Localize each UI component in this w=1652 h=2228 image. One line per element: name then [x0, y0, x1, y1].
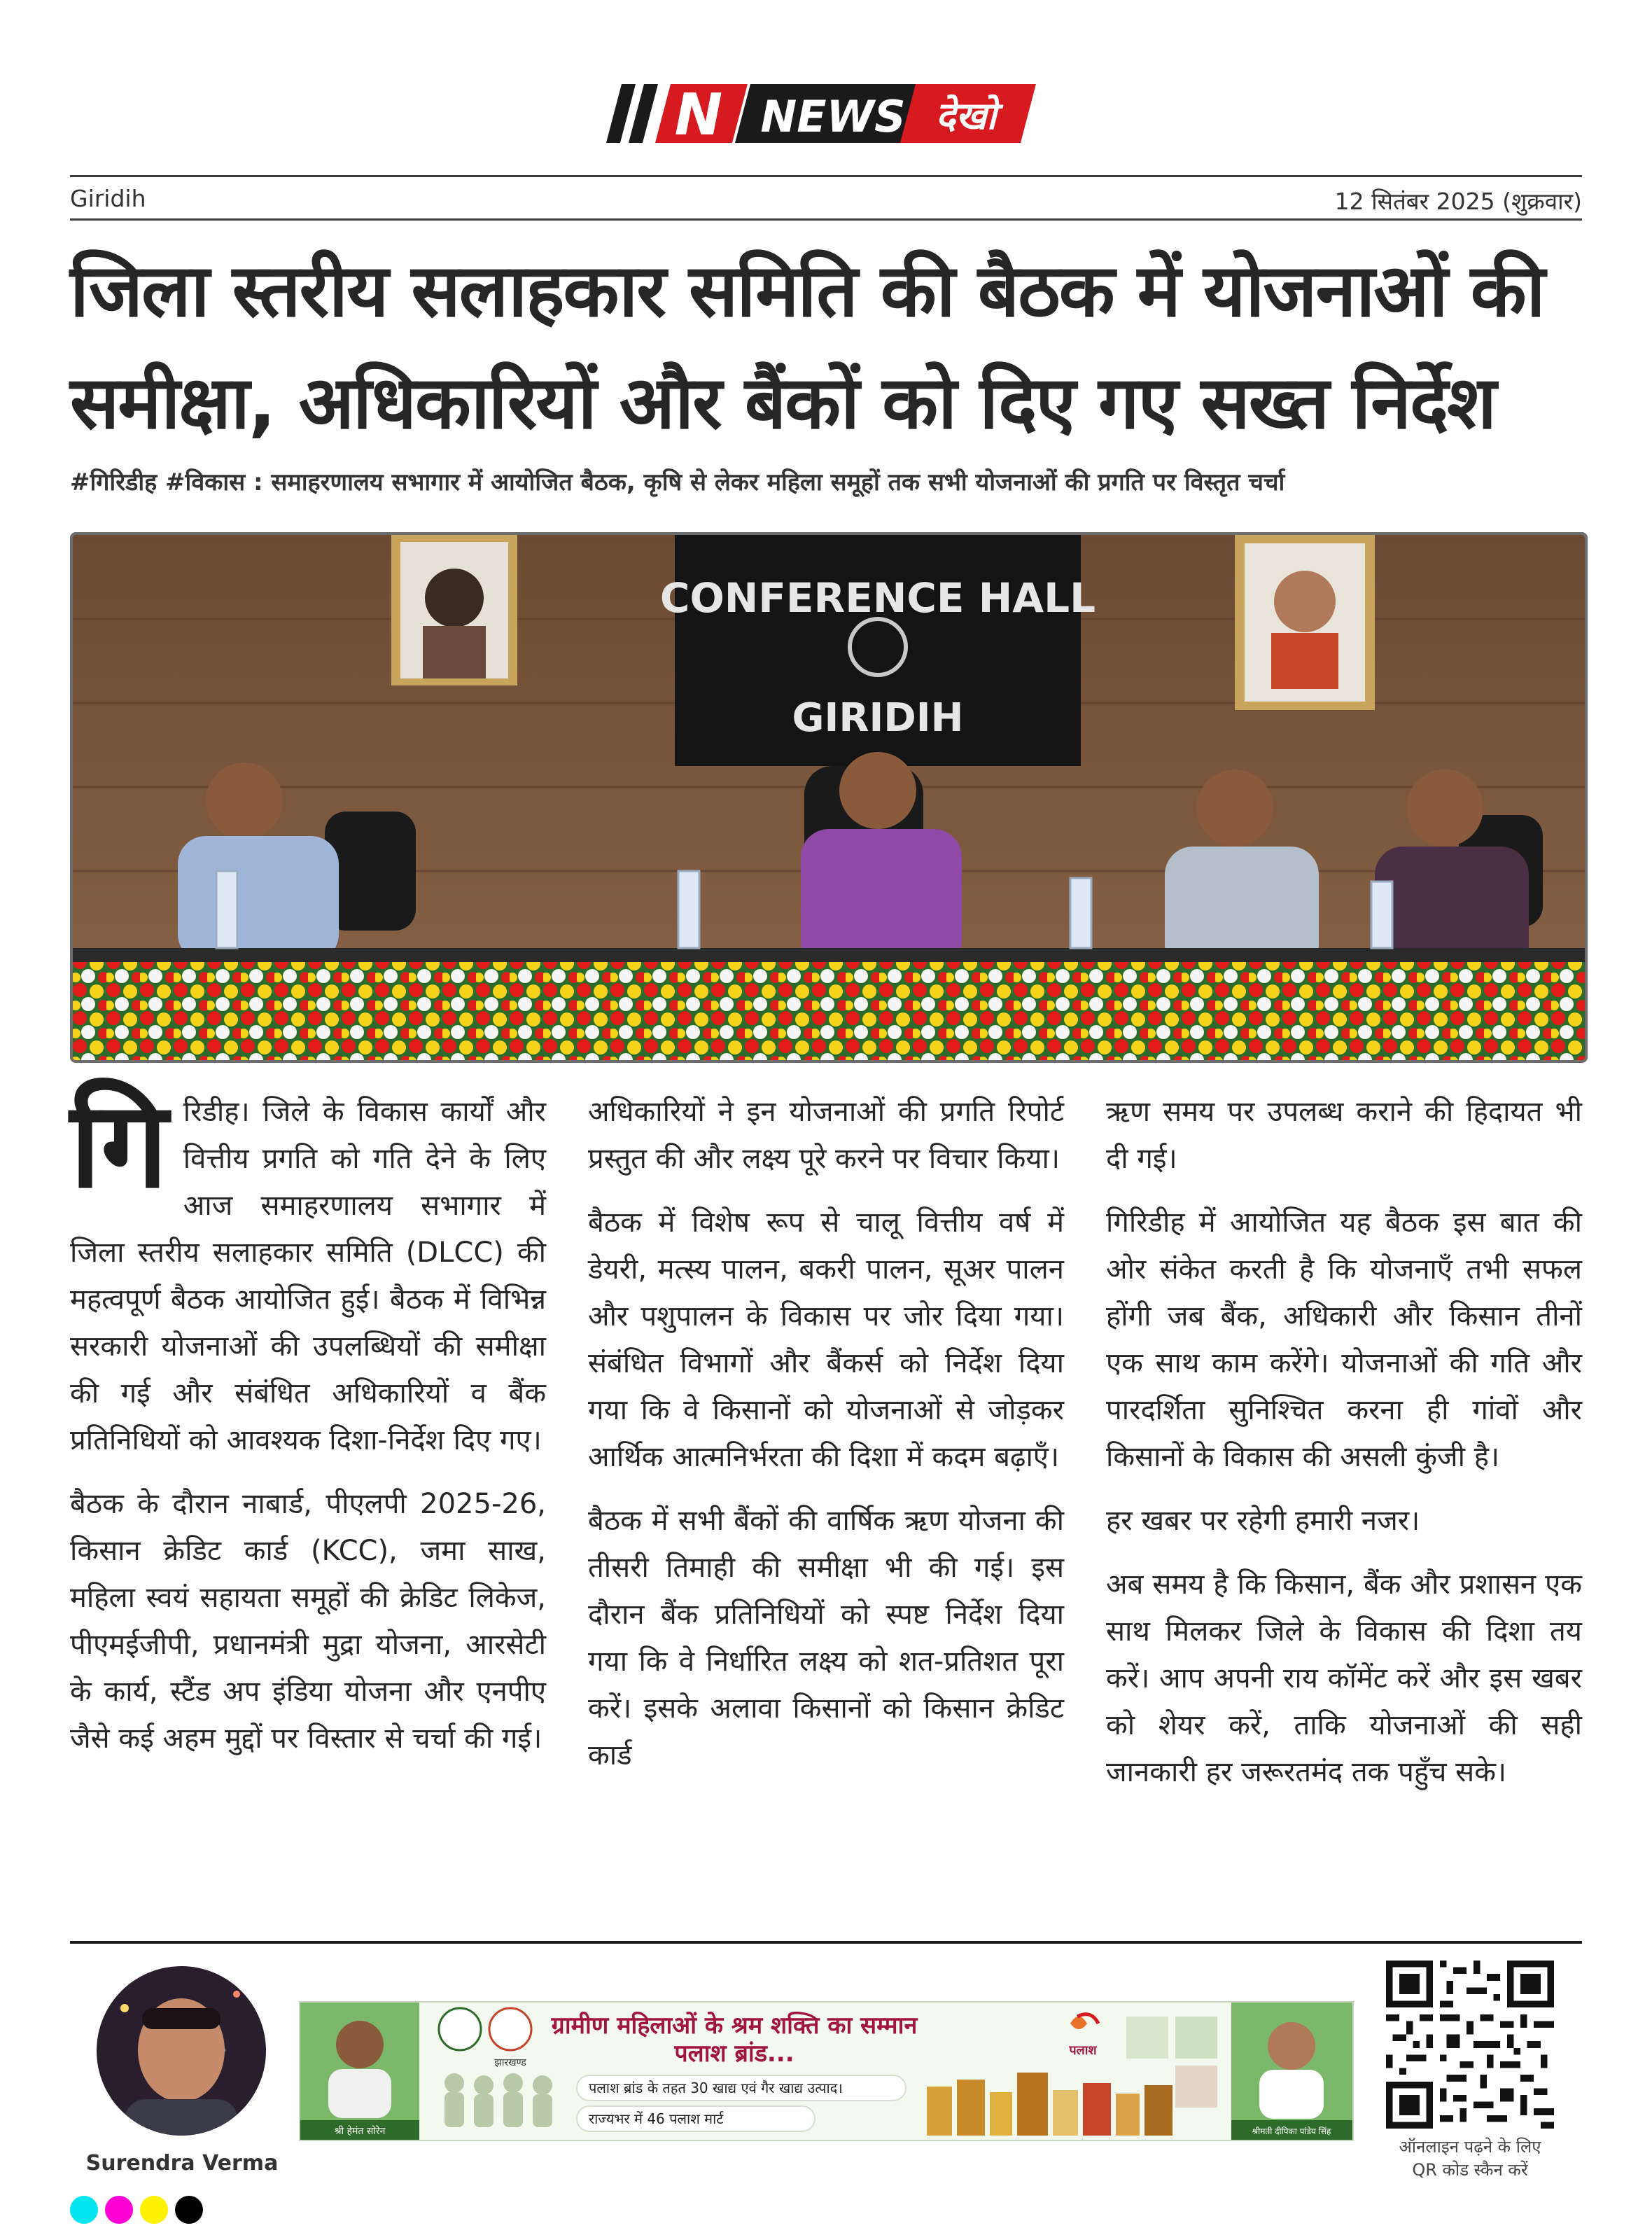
logo-news: NEWS [760, 91, 906, 142]
ad-title-line-1: ग्रामीण महिलाओं के श्रम शक्ति का सम्मान [551, 2012, 918, 2040]
paragraph: रिडीह। जिले के विकास कार्यों और वित्तीय प्रगति को गति देने के लिए आज समाहरणालय सभागार में जिला स्तरीय सलाहकार समिति (DLCC) की महत्वपूर्ण बैठक आयोजित हुई। बैठक में विभिन्न सरकारी योजनाओं की उपलब्धियों की समीक्षा की गई और संबंधित अधिकारियों व बैंक प्रतिनिधियों को आवश्यक दिशा-निर्देश दिए गए। [70, 1096, 546, 1456]
article-photo [70, 532, 1588, 1063]
flower-garland [73, 962, 1585, 1060]
portrait-right [1235, 535, 1375, 710]
paragraph: बैठक में विशेष रूप से चालू वित्तीय वर्ष में डेयरी, मत्स्य पालन, बकरी पालन, सूअर पालन और पशुपालन के विकास पर जोर दिया गया। संबंधित विभागों और बैंकर्स को निर्देश दिया गया कि वे किसानों को योजनाओं से जोड़कर आर्थिक आत्मनिर्भरता की दिशा में कदम बढ़ाएँ। [588, 1206, 1064, 1473]
article-headline [70, 235, 1596, 459]
article-column-1 [70, 1076, 546, 1779]
article-column-3 [1106, 1089, 1582, 1813]
paragraph: अब समय है कि किसान, बैंक और प्रशासन एक साथ मिलकर जिले के विकास की दिशा तय करें। आप अपनी राय कॉमेंट करें और इस खबर को शेयर करें, ताकि योजनाओं की सही जानकारी हर जरूरतमंद तक पहुँच सके। [1106, 1568, 1582, 1788]
top-rule [70, 175, 1582, 177]
news-dekho-logo [602, 78, 1050, 148]
logo-n: N [674, 82, 723, 148]
ad-left-caption: श्री हेमंत सोरेन [334, 2126, 386, 2137]
meta-rule [70, 218, 1582, 221]
qr-code[interactable] [1386, 1961, 1554, 2129]
palash-advertisement[interactable] [299, 2001, 1354, 2141]
reporter-avatar [97, 1966, 266, 2136]
print-dot-cyan [70, 2196, 98, 2224]
qr-caption [1372, 2136, 1568, 2182]
print-dot-black [175, 2196, 203, 2224]
paragraph: हर खबर पर रहेगी हमारी नजर। [1106, 1505, 1420, 1537]
ad-bullet-2: राज्यभर में 46 पलाश मार्ट [589, 2110, 724, 2127]
paragraph: बैठक में सभी बैंकों की वार्षिक ऋण योजना की तीसरी तिमाही की समीक्षा भी की गई। इस दौरान बैंक प्रतिनिधियों को स्पष्ट निर्देश दिया गया कि वे निर्धारित लक्ष्य को शत-प्रतिशत पूरा करें। इसके अलावा किसानों को किसान क्रेडिट कार्ड [588, 1505, 1064, 1771]
print-dot-magenta [105, 2196, 133, 2224]
sign-line-2: GIRIDIH [792, 695, 964, 741]
sign-line-1: CONFERENCE HALL [659, 574, 1096, 622]
qr-caption-line-1: ऑनलाइन पढ़ने के लिए [1399, 2137, 1541, 2157]
logo-dekho: देखो [935, 94, 997, 138]
footer-rule [70, 1941, 1582, 1944]
ad-bullet-1: पलाश ब्रांड के तहत 30 खाद्य एवं गैर खाद्य उत्पाद। [589, 2080, 843, 2096]
date-label: 12 सितंबर 2025 (शुक्रवार) [1334, 188, 1582, 215]
dropcap: गि [70, 1076, 168, 1215]
print-dot-yellow [140, 2196, 168, 2224]
ad-state-label: झारखण्ड [494, 2057, 526, 2068]
headline-line-1: जिला स्तरीय सलाहकार समिति की बैठक में योजनाओं की [70, 248, 1544, 333]
conference-hall-photo [73, 535, 1585, 1060]
location-label: Giridih [70, 185, 146, 212]
ad-right-caption: श्रीमती दीपिका पांडेय सिंह [1252, 2126, 1331, 2136]
portrait-left [391, 535, 517, 685]
article-column-2 [588, 1089, 1064, 1796]
paragraph: अधिकारियों ने इन योजनाओं की प्रगति रिपोर्ट प्रस्तुत की और लक्ष्य पूरे करने पर विचार किया। [588, 1096, 1064, 1175]
article-subhead: #गिरिडीह #विकास : समाहरणालय सभागार में आयोजित बैठक, कृषि से लेकर महिला समूहों तक सभी योजनाओं की प्रगति पर विस्तृत चर्चा [70, 468, 1285, 496]
reporter-name: Surendra Verma [85, 2151, 279, 2175]
conference-hall-sign [660, 535, 1096, 766]
paragraph: बैठक के दौरान नाबार्ड, पीएलपी 2025-26, किसान क्रेडिट कार्ड (KCC), जमा साख, महिला स्वयं सहायता समूहों की क्रेडिट लिकेज, पीएमईजीपी, प्रधानमंत्री मुद्रा योजना, आरसेटी के कार्य, स्टैंड अप इंडिया योजना और एनपीए जैसे कई अहम मुद्दों पर विस्तार से चर्चा की गई। [70, 1488, 546, 1755]
ad-artwork [300, 2003, 1352, 2140]
paragraph: ऋण समय पर उपलब्ध कराने की हिदायत भी दी गई। [1106, 1096, 1582, 1175]
qr-caption-line-2: QR कोड स्कैन करें [1412, 2160, 1528, 2180]
ad-brand-label: पलाश [1069, 2043, 1097, 2058]
headline-line-2: समीक्षा, अधिकारियों और बैंकों को दिए गए सख्त निर्देश [70, 360, 1495, 445]
paragraph: गिरिडीह में आयोजित यह बैठक इस बात की ओर संकेत करती है कि योजनाएँ तभी सफल होंगी जब बैंक, अधिकारी और किसान तीनों एक साथ काम करेंगे। योजनाओं की गति और पारदर्शिता सुनिश्चित करना ही गांवों और किसानों के विकास की असली कुंजी है। [1106, 1206, 1582, 1473]
ad-title-line-2: पलाश ब्रांड... [674, 2040, 794, 2068]
